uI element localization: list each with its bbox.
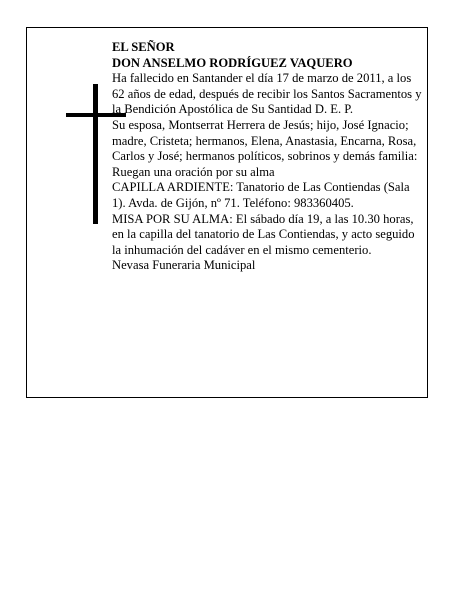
chapel-info: CAPILLA ARDIENTE: Tanatorio de Las Contiendas (Sala 1). Avda. de Gijón, nº 71. Teléfono: 983360405. xyxy=(112,180,410,210)
funeral-home: Nevasa Funeraria Municipal xyxy=(112,258,256,273)
death-announcement: Ha fallecido en Santander el día 17 de marzo de 2011, a los 62 años de edad, después de recibir los Santos Sacramentos y la Bendición Apostólica de Su Santidad D. E. P. xyxy=(112,71,422,117)
deceased-name: DON ANSELMO RODRÍGUEZ VAQUERO xyxy=(112,55,353,70)
deceased-title: EL SEÑOR xyxy=(112,40,175,54)
family-list: Su esposa, Montserrat Herrera de Jesús; hijo, José Ignacio; madre, Cristeta; hermanos, Elena, Anastasia, Encarna, Rosa, Carlos y José; hermanos políticos, sobrinos y demás familia: xyxy=(112,117,418,164)
cross-icon xyxy=(93,84,98,224)
mass-info: MISA POR SU ALMA: El sábado día 19, a las 10.30 horas, en la capilla del tanatorio de Las Contiendas, y acto seguido la inhumación del cadáver en el mismo cementerio. xyxy=(112,211,415,257)
prayer-request: Ruegan una oración por su alma xyxy=(112,164,275,179)
obituary-text xyxy=(112,40,424,274)
